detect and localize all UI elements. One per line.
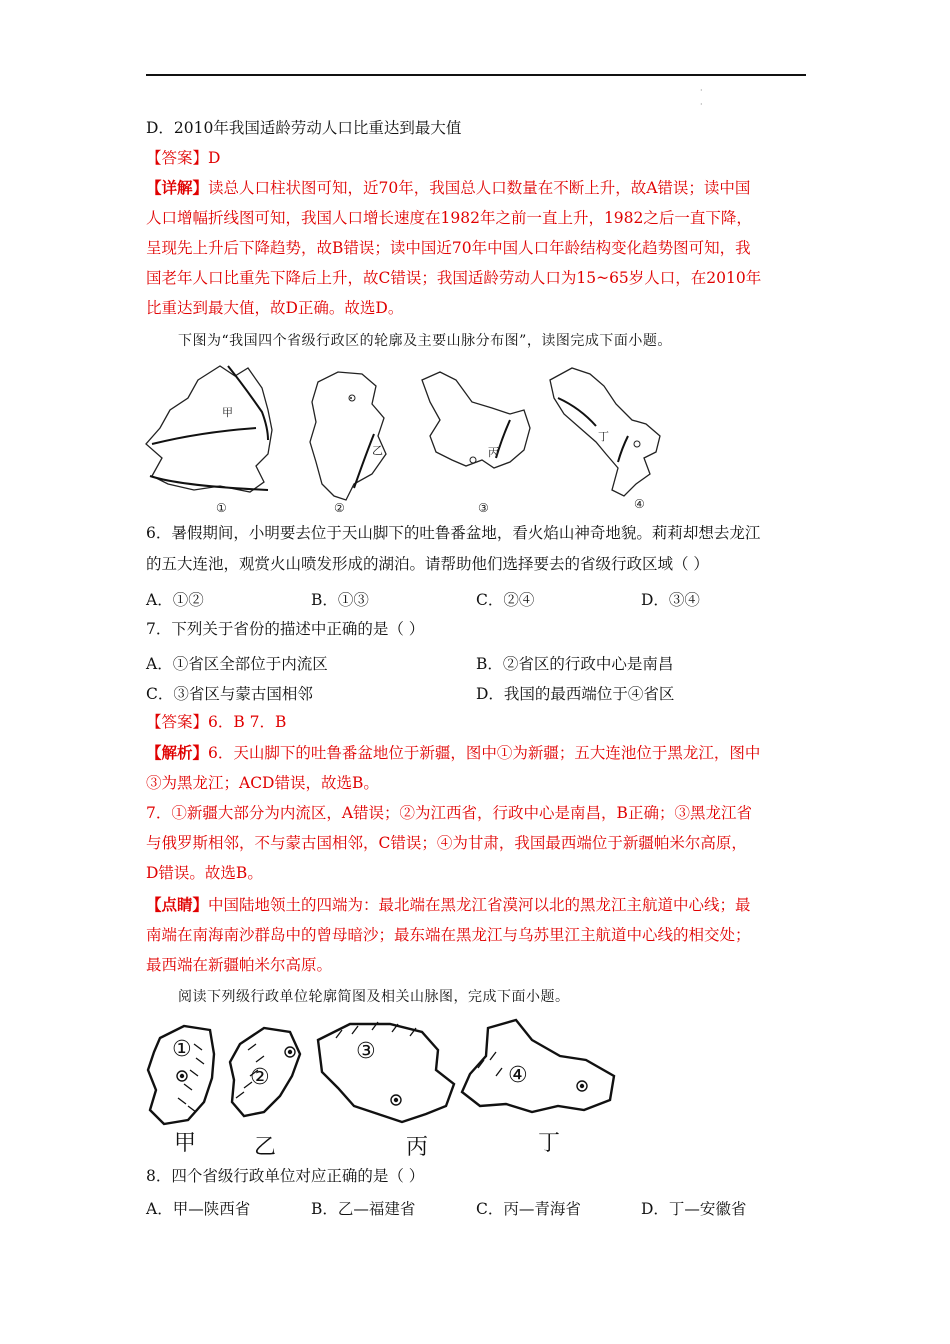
outline-jiangxi bbox=[310, 372, 386, 500]
answer-q5: 【答案】D bbox=[146, 149, 221, 167]
outline-bing bbox=[318, 1024, 454, 1122]
answer-q6-q7: 【答案】6．B 7．B bbox=[146, 713, 287, 731]
detail-line-2: 人口增幅折线图可知，我国人口增长速度在1982年之前一直上升，1982之后一直下降， bbox=[146, 209, 752, 227]
q8-option-c[interactable]: C．丙—青海省 bbox=[476, 1200, 581, 1218]
point-line-3: 最西端在新疆帕米尔高原。 bbox=[146, 956, 333, 974]
q7-option-b[interactable]: B．②省区的行政中心是南昌 bbox=[476, 655, 674, 673]
map2-num-1: ① bbox=[172, 1037, 192, 1062]
map1-num-3: ③ bbox=[478, 501, 489, 515]
q7-option-d[interactable]: D．我国的最西端位于④省区 bbox=[476, 685, 675, 703]
map1-label-yi: 乙 bbox=[372, 444, 383, 457]
q7-stem: 7．下列关于省份的描述中正确的是（ ） bbox=[146, 620, 425, 638]
map1-num-1: ① bbox=[216, 501, 227, 515]
q8-option-a[interactable]: A．甲—陕西省 bbox=[146, 1200, 251, 1218]
map2-num-4: ④ bbox=[508, 1063, 528, 1088]
point-line-2: 南端在南海南沙群岛中的曾母暗沙；最东端在黑龙江与乌苏里江主航道中心线的相交处； bbox=[146, 926, 751, 944]
analysis7-line-1: 7．①新疆大部分为内流区，A错误；②为江西省，行政中心是南昌，B正确；③黑龙江省 bbox=[146, 804, 752, 822]
analysis-tag: 【解析】 bbox=[146, 743, 209, 762]
detail-tag: 【详解】 bbox=[146, 178, 209, 197]
analysis7-line-2: 与俄罗斯相邻，不与蒙古国相邻，C错误；④为甘肃，我国最西端位于新疆帕米尔高原， bbox=[146, 834, 747, 852]
map1-label-ding: 丁 bbox=[598, 430, 609, 443]
q6-option-b[interactable]: B．①③ bbox=[311, 591, 369, 609]
province-outline-map-1 bbox=[140, 358, 720, 518]
intro-map-2: 阅读下列级行政单位轮廓简图及相关山脉图，完成下面小题。 bbox=[178, 989, 570, 1005]
q8-option-d[interactable]: D．丁—安徽省 bbox=[641, 1200, 747, 1218]
header-dots: · · bbox=[700, 86, 703, 109]
q6-option-d[interactable]: D．③④ bbox=[641, 591, 700, 609]
q6-option-a[interactable]: A．①② bbox=[146, 591, 204, 609]
map2-num-2: ② bbox=[250, 1065, 270, 1090]
map2-label-ding: 丁 bbox=[538, 1131, 561, 1156]
q8-stem: 8．四个省级行政单位对应正确的是（ ） bbox=[146, 1167, 425, 1185]
analysis-line-1: 【解析】6．天山脚下的吐鲁番盆地位于新疆，图中①为新疆；五大连池位于黑龙江，图中 bbox=[146, 743, 761, 762]
header-rule bbox=[146, 74, 806, 76]
detail-line-5: 比重达到最大值，故D正确。故选D。 bbox=[146, 299, 404, 317]
map2-label-yi: 乙 bbox=[254, 1135, 277, 1160]
detail-line-4: 国老年人口比重先下降后上升，故C错误；我国适龄劳动人口为15~65岁人口，在2010年 bbox=[146, 269, 762, 287]
q6-line-2: 的五大连池，观赏火山喷发形成的湖泊。请帮助他们选择要去的省级行政区域（ ） bbox=[146, 555, 709, 573]
map1-num-2: ② bbox=[334, 501, 345, 515]
outline-ding bbox=[462, 1020, 614, 1112]
analysis-line-2: ③为黑龙江；ACD错误，故选B。 bbox=[146, 774, 379, 792]
map2-num-3: ③ bbox=[356, 1039, 376, 1064]
map2-label-bing: 丙 bbox=[406, 1135, 429, 1160]
detail-line-1: 【详解】读总人口柱状图可知，近70年，我国总人口数量在不断上升，故A错误；读中国 bbox=[146, 178, 751, 197]
detail-line-3: 呈现先上升后下降趋势，故B错误；读中国近70年中国人口年龄结构变化趋势图可知，我 bbox=[146, 239, 751, 257]
q6-option-c[interactable]: C．②④ bbox=[476, 591, 535, 609]
outline-heilongjiang bbox=[422, 372, 530, 468]
q5-option-d: D．2010年我国适龄劳动人口比重达到最大值 bbox=[146, 119, 462, 137]
analysis7-line-3: D错误。故选B。 bbox=[146, 864, 263, 882]
intro-map-1: 下图为“我国四个省级行政区的轮廓及主要山脉分布图”，读图完成下面小题。 bbox=[178, 333, 672, 349]
province-outline-map-2 bbox=[140, 1010, 640, 1160]
q7-option-a[interactable]: A．①省区全部位于内流区 bbox=[146, 655, 328, 673]
map1-label-bing: 丙 bbox=[488, 446, 499, 459]
q8-option-b[interactable]: B．乙—福建省 bbox=[311, 1200, 416, 1218]
map1-num-4: ④ bbox=[634, 497, 645, 511]
map2-label-jia: 甲 bbox=[174, 1131, 197, 1156]
map1-label-jia: 甲 bbox=[222, 406, 233, 419]
q6-line-1: 6．暑假期间，小明要去位于天山脚下的吐鲁番盆地，看火焰山神奇地貌。莉莉却想去龙江 bbox=[146, 524, 761, 542]
q7-option-c[interactable]: C．③省区与蒙古国相邻 bbox=[146, 685, 313, 703]
point-line-1: 【点睛】中国陆地领土的四端为：最北端在黑龙江省漠河以北的黑龙江主航道中心线；最 bbox=[146, 895, 751, 914]
point-tag: 【点睛】 bbox=[146, 895, 209, 914]
